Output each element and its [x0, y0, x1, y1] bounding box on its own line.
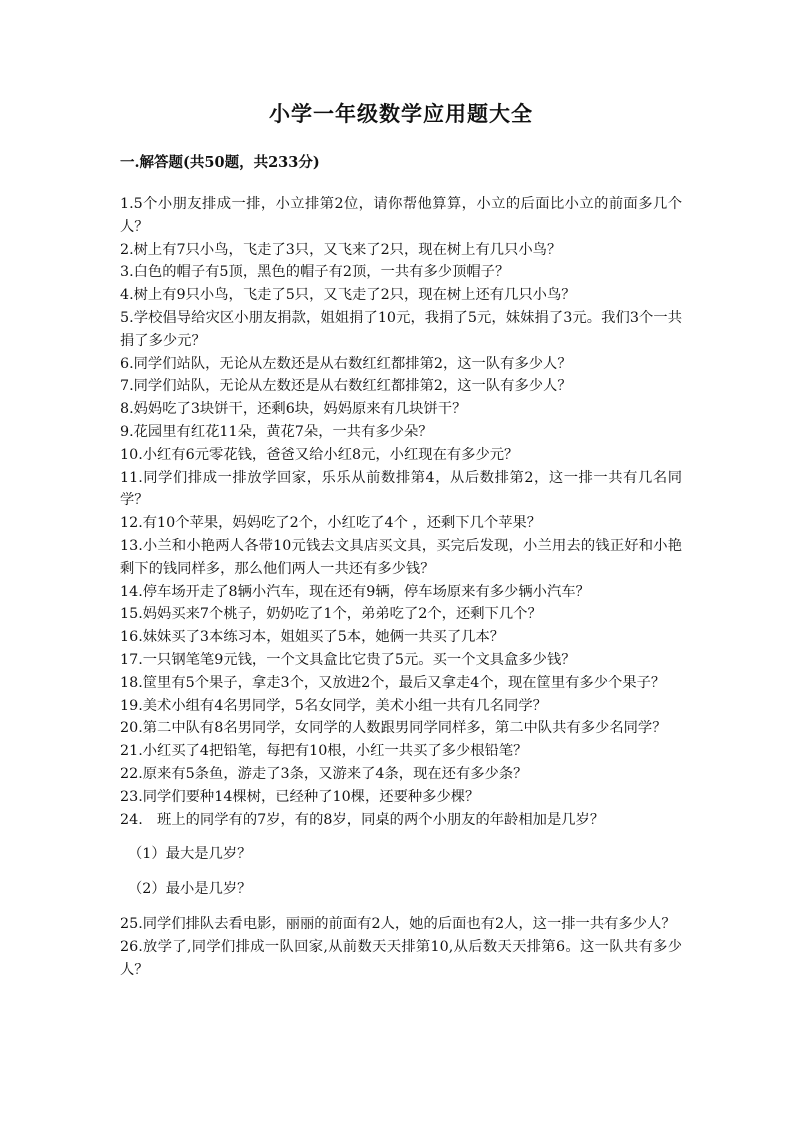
question-8: 8.妈妈吃了3块饼干，还剩6块，妈妈原来有几块饼干？: [120, 401, 467, 418]
question-26: 26.放学了,同学们排成一队回家,从前数天天排第10,从后数天天排第6。这一队共有多少人？: [120, 938, 682, 978]
question-13: 13.小兰和小艳两人各带10元钱去文具店买文具，买完后发现，小兰用去的钱正好和小艳剩下的钱同样多，那么他们两人一共还有多少钱？: [120, 537, 682, 577]
question-list: [120, 193, 682, 981]
question-3: 3.白色的帽子有5顶，黑色的帽子有2顶，一共有多少顶帽子？: [120, 264, 510, 281]
question-24-sub-2: （2）最小是几岁？: [128, 881, 252, 898]
question-11: 11.同学们排成一排放学回家，乐乐从前数排第4，从后数排第2，这一排一共有几名同学？: [120, 469, 682, 509]
question-25: 25.同学们排队去看电影，丽丽的前面有2人，她的后面也有2人，这一排一共有多少人？: [120, 915, 676, 932]
question-24: 24. 班上的同学有的7岁，有的8岁，同桌的两个小朋友的年龄相加是几岁？: [120, 811, 605, 828]
question-10: 10.小红有6元零花钱，爸爸又给小红8元，小红现在有多少元？: [120, 446, 519, 463]
question-20: 20.第二中队有8名男同学，女同学的人数跟男同学同样多，第二中队共有多少名同学？: [120, 720, 667, 737]
section-heading: 一.解答题(共50题，共233分): [120, 154, 320, 171]
question-22: 22.原来有5条鱼，游走了3条，又游来了4条，现在还有多少条？: [120, 765, 528, 782]
question-2: 2.树上有7只小鸟，飞走了3只，又飞来了2只，现在树上有几只小鸟？: [120, 241, 562, 258]
question-18: 18.筐里有5个果子，拿走3个，又放进2个，最后又拿走4个，现在筐里有多少个果子？: [120, 674, 666, 691]
question-15: 15.妈妈买来7个桃子，奶奶吃了1个，弟弟吃了2个，还剩下几个？: [120, 606, 542, 623]
question-19: 19.美术小组有4名男同学，5名女同学，美术小组一共有几名同学？: [120, 697, 547, 714]
question-14: 14.停车场开走了8辆小汽车，现在还有9辆，停车场原来有多少辆小汽车？: [120, 583, 590, 600]
question-16: 16.妹妹买了3本练习本，姐姐买了5本，她俩一共买了几本？: [120, 629, 505, 646]
question-6: 6.同学们站队，无论从左数还是从右数红红都排第2，这一队有多少人？: [120, 355, 572, 372]
question-12: 12.有10个苹果，妈妈吃了2个，小红吃了4个 ，还剩下几个苹果？: [120, 515, 542, 532]
question-17: 17.一只钢笔笔9元钱，一个文具盒比它贵了5元。买一个文具盒多少钱？: [120, 651, 576, 668]
question-21: 21.小红买了4把铅笔，每把有10根，小红一共买了多少根铅笔？: [120, 743, 528, 760]
question-1: 1.5个小朋友排成一排，小立排第2位，请你帮他算算，小立的后面比小立的前面多几个人？: [120, 196, 682, 235]
question-5: 5.学校倡导给灾区小朋友捐款，姐姐捐了10元，我捐了5元，妹妹捐了3元。我们3个一共捐了多少元？: [120, 309, 682, 349]
page-title: 小学一年级数学应用题大全: [269, 101, 533, 126]
question-24-sub-1: （1）最大是几岁？: [128, 846, 252, 863]
question-7: 7.同学们站队，无论从左数还是从右数红红都排第2，这一队有多少人？: [120, 378, 572, 395]
question-4: 4.树上有9只小鸟，飞走了5只，又飞走了2只，现在树上还有几只小鸟？: [120, 287, 576, 304]
question-23: 23.同学们要种14棵树，已经种了10棵，还要种多少棵？: [120, 788, 480, 805]
question-9: 9.花园里有红花11朵，黄花7朵，一共有多少朵？: [120, 423, 433, 440]
